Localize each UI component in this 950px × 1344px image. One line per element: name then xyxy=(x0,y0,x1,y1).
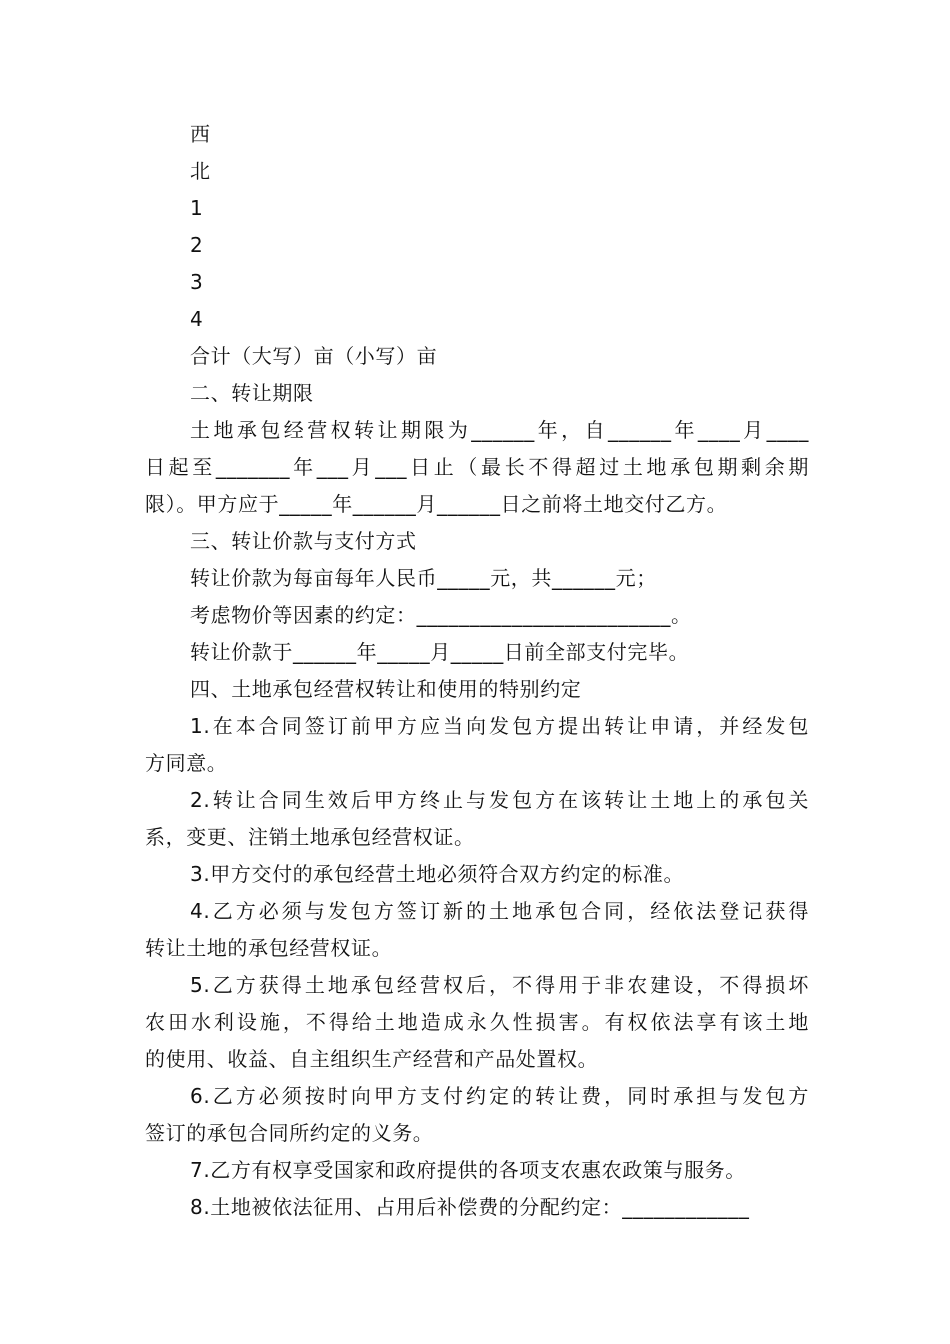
plot-row-2: 2 xyxy=(190,233,204,257)
plot-row-1: 1 xyxy=(190,196,204,220)
clause-4-line: 转让土地的承包经营权证。 xyxy=(145,936,393,960)
clause-5-line: 的使用、收益、自主组织生产经营和产品处置权。 xyxy=(145,1047,599,1071)
clause-2-line: 系，变更、注销土地承包经营权证。 xyxy=(145,825,475,849)
total-area-line: 合计（大写）亩（小写）亩 xyxy=(190,344,438,368)
document-body xyxy=(145,116,809,1226)
clause-2-line: 2.转让合同生效后甲方终止与发包方在该转让土地上的承包关 xyxy=(190,788,809,812)
clause-6-line: 6.乙方必须按时向甲方支付约定的转让费，同时承担与发包方 xyxy=(190,1084,809,1108)
clause-1-line: 1.在本合同签订前甲方应当向发包方提出转让申请，并经发包 xyxy=(190,714,809,738)
clause-5-line: 农田水利设施，不得给土地造成永久性损害。有权依法享有该土地 xyxy=(145,1010,809,1034)
clause-1-line: 方同意。 xyxy=(145,751,228,775)
clause-4-line: 4.乙方必须与发包方签订新的土地承包合同，经依法登记获得 xyxy=(190,899,809,923)
paragraph-line: 日起至_______年___月___日止（最长不得超过土地承包期剩余期 xyxy=(145,455,809,479)
paragraph-line: 土地承包经营权转让期限为______年，自______年____月____ xyxy=(190,418,809,442)
clause-8-line: 8.土地被依法征用、占用后补偿费的分配约定：____________ xyxy=(190,1195,750,1219)
clause-3-line: 3.甲方交付的承包经营土地必须符合双方约定的标准。 xyxy=(190,862,685,886)
paragraph-line: 转让价款为每亩每年人民币_____元，共______元； xyxy=(190,566,657,590)
paragraph-line: 转让价款于______年_____月_____日前全部支付完毕。 xyxy=(190,640,690,664)
paragraph-line: 限）。甲方应于_____年______月______日之前将土地交付乙方。 xyxy=(145,492,728,516)
clause-6-line: 签订的承包合同所约定的义务。 xyxy=(145,1121,434,1145)
plot-row-4: 4 xyxy=(190,307,204,331)
section-heading-term: 二、转让期限 xyxy=(190,381,314,405)
clause-5-line: 5.乙方获得土地承包经营权后，不得用于非农建设，不得损坏 xyxy=(190,973,809,997)
boundary-west-label: 西 xyxy=(190,122,211,146)
section-heading-price: 三、转让价款与支付方式 xyxy=(190,529,417,553)
plot-row-3: 3 xyxy=(190,270,204,294)
paragraph-line: 考虑物价等因素的约定：________________________。 xyxy=(190,603,692,627)
boundary-north-label: 北 xyxy=(190,159,211,183)
section-heading-special-terms: 四、土地承包经营权转让和使用的特别约定 xyxy=(190,677,582,701)
clause-7-line: 7.乙方有权享受国家和政府提供的各项支农惠农政策与服务。 xyxy=(190,1158,746,1182)
